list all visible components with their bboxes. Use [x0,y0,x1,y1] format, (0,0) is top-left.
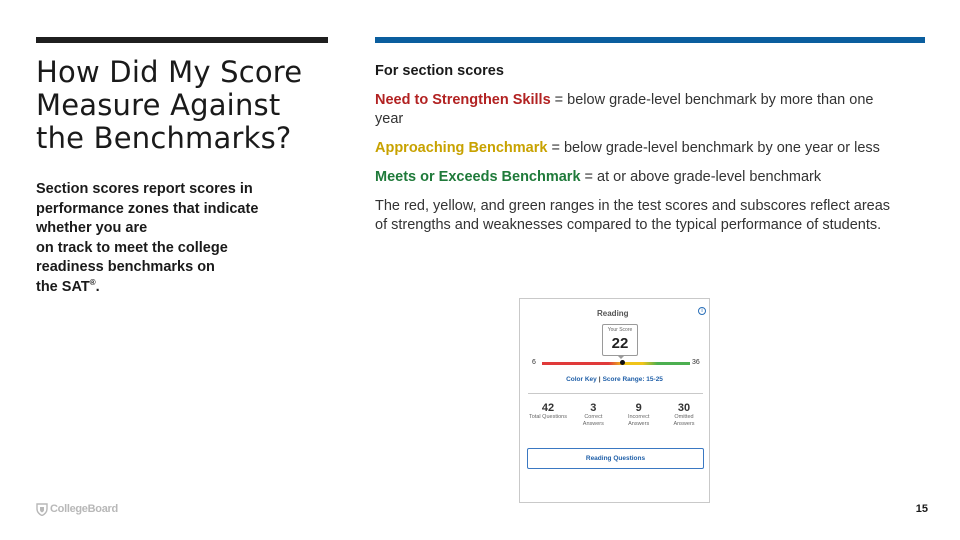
stat-correct-answers [571,402,615,428]
stat-label: Incorrect [627,414,650,420]
link-separator: | [598,376,601,383]
stat-value: 3 [590,402,597,414]
stat-label: Correct [584,414,603,420]
scale-max: 36 [692,359,700,366]
description-text: the SAT [36,278,90,295]
stat-label: Answers [582,421,604,427]
legend-term: Approaching Benchmark [375,140,548,156]
accent-rule [375,37,925,43]
stat-label: Total Questions [529,414,567,420]
logo-text: CollegeBoard [50,503,118,515]
acorn-icon [36,502,48,516]
legend-definition: = below grade-level benchmark by one year or less [547,140,880,156]
page-number: 15 [915,503,928,515]
description-period: . [95,278,100,295]
legend-heading: For section scores [375,63,504,79]
title-line: the Benchmarks? [36,121,292,155]
description-line: on track to meet the college [36,239,228,256]
stat-incorrect-answers [617,402,661,428]
score-report-card [519,298,710,503]
score-scale-bar [542,362,690,365]
title-rule [36,37,328,43]
stat-total-questions [526,402,570,428]
stat-value: 42 [541,402,555,414]
score-pointer [617,355,625,359]
slide-title [36,56,346,155]
scale-min: 6 [532,359,536,366]
section-description [36,180,298,297]
score-range-link[interactable]: Score Range: 15-25 [602,376,663,383]
description-line: performance zones that indicate [36,200,259,217]
info-icon[interactable]: i [698,307,706,315]
card-divider [528,393,703,394]
stat-omitted-answers [662,402,706,428]
title-line: How Did My Score [36,55,303,89]
color-key-link[interactable]: Color Key [566,376,597,383]
stat-value: 30 [677,402,691,414]
description-line: whether you are [36,220,148,236]
reading-questions-button[interactable]: Reading Questions [527,448,704,469]
score-value: 22 [611,335,629,352]
stat-label: Omitted [674,414,694,420]
card-title: Reading [597,309,629,318]
collegeboard-logo [36,502,118,516]
legend-term: Need to Strengthen Skills [375,92,551,108]
stat-label: Answers [673,421,695,427]
legend-item-need-to-strengthen [375,91,895,129]
legend-item-meets-or-exceeds [375,168,895,187]
score-marker [620,360,625,365]
stat-value: 9 [635,402,642,414]
question-stats [526,402,706,428]
description-line: readiness benchmarks on [36,259,215,275]
registered-mark: ® [89,277,96,287]
legend-definition: = at or above grade-level benchmark [580,169,822,185]
description-line: Section scores report scores in [36,181,253,197]
card-links [520,376,709,383]
legend-note: The red, yellow, and green ranges in the test scores and subscores reflect areas of strengths and weaknesses compared to the typical performance of students. [375,198,891,233]
score-box [602,324,638,356]
description-line-last [36,278,298,298]
stat-label: Answers [628,421,650,427]
legend-item-approaching [375,139,895,158]
benchmark-legend [375,62,895,245]
your-score-label: Your Score [607,327,633,333]
legend-definition: = below grade-level benchmark by more than one year [375,92,874,127]
legend-term: Meets or Exceeds Benchmark [375,169,581,185]
title-line: Measure Against [36,88,281,122]
